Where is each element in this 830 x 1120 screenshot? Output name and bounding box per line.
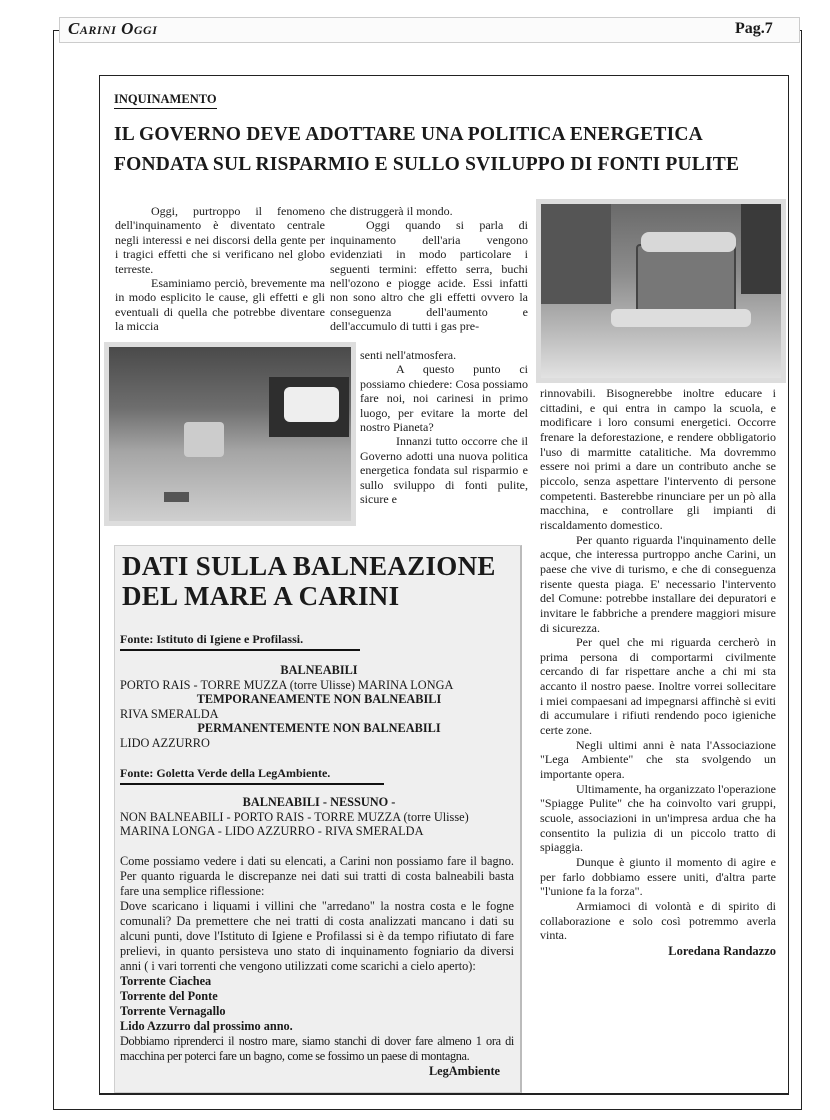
paragraph: che distruggerà il mondo. bbox=[330, 204, 453, 218]
article-column-3 bbox=[540, 386, 776, 959]
masthead: Carini Oggi bbox=[68, 19, 158, 38]
section-label: INQUINAMENTO bbox=[114, 92, 217, 109]
headline-line-1: IL GOVERNO DEVE ADOTTARE UNA POLITICA ENERGETICA bbox=[114, 124, 703, 145]
author: Loredana Randazzo bbox=[668, 943, 776, 958]
paragraph: rinnovabili. Bisognerebbe inoltre educare i cittadini, e qui entra in campo la scuola, e modificare i loro consumi energetici. Occorre frenare la deforestazione, e rendere obbligatorio l'uso di marmitte catalitiche. Ma dovremmo essere noi primi a dare un contributo anche se piccolo, senza aspettare l'intervento di persone competenti. Basterebbe rinunciare per un pò alla macchina, e controllare gli impianti di riscaldamento domestico. bbox=[540, 386, 776, 532]
list-item: PORTO RAIS - TORRE MUZZA (torre Ulisse) MARINA LONGA bbox=[120, 677, 454, 692]
paragraph: Dove scaricano i liquami i villini che "arredano" la nostra costa e le fogne comunali? Da premettere che nei tratti di costa analizzati mancano i dati su alcuni punti, dove l'Istituto di Igiene e Profilassi si è da tempo rifiutato di fare prelievi, in quanto persisteva uno stato di inquinamento fogniario da diversi anni ( i vari torrenti che vengono utilizzati come scarichi a cielo aperto): bbox=[120, 898, 514, 973]
paragraph: Come possiamo vedere i dati su elencati, a Carini non possiamo fare il bagno. Per quanto riguarda le discrepanze nei dati sui tratti di costa balneabili basta fare una semplice riflessione: bbox=[120, 853, 514, 898]
page-number: Pag.7 bbox=[735, 20, 773, 37]
sidebar-signature: LegAmbiente bbox=[428, 1063, 500, 1078]
paragraph: Dunque è giunto il momento di agire e per farlo dobbiamo essere uniti, d'altra parte "l'unione fa la forza". bbox=[540, 855, 776, 899]
sidebar-title-line: DATI SULLA BALNEAZIONE bbox=[122, 551, 496, 581]
paragraph: Per quel che mi riguarda cercherò in prima persona di comportarmi civilmente cercando di far rispettare anche a chi mi sta accanto il nostro paese. Inoltre vorrei sollecitare i miei compaesani ad impegnarsi affinchè si eviti di accumulare i rifiuti rendendo poco igieniche certe zone. bbox=[540, 635, 776, 738]
paragraph: senti nell'atmosfera. bbox=[360, 348, 457, 362]
list-heading: BALNEABILI - NESSUNO - bbox=[242, 795, 396, 809]
paragraph: Per quanto riguarda l'inquinamento delle acque, che interessa purtroppo anche Carini, un paese che vive di turismo, e che di conseguenza risente questa piaga. E' necessario l'intervento del Comune: potrebbe installare dei depuratori e invitare le fabbriche a prendere maggiori misure di sicurezza. bbox=[540, 532, 776, 635]
article-column-1 bbox=[115, 204, 325, 334]
list-heading: BALNEABILI bbox=[280, 663, 358, 677]
paragraph: Oggi quando si parla di inquinamento dell'aria vengono evidenziati in modo particolare i seguenti termini: effetto serra, buchi nell'ozono e piogge acide. Essi infatti non sono altro che gli effetti ovvero la conseguenza dell'aumento e dell'accumulo di tutti i gas pre- bbox=[330, 218, 528, 334]
torrent-item: Lido Azzurro dal prossimo anno. bbox=[120, 1018, 293, 1033]
list-heading: PERMANENTEMENTE NON BALNEABILI bbox=[197, 721, 441, 735]
sidebar-body bbox=[120, 854, 514, 1079]
sidebar-title bbox=[122, 551, 496, 611]
paragraph: Oggi, purtroppo il fenomeno dell'inquinamento è diventato centrale negli interessi e nei discorsi della gente per i tragici effetti che si verificano nel globo terreste. bbox=[115, 204, 325, 276]
headline-line-2: FONDATA SUL RISPARMIO E SULLO SVILUPPO DI FONTI PULITE bbox=[114, 154, 740, 175]
paragraph: Negli ultimi anni è nata l'Associazione "Lega Ambiente" che sta svolgendo un importante opera. bbox=[540, 737, 776, 782]
source-1: Fonte: Istituto di Igiene e Profilassi. bbox=[120, 632, 360, 651]
paragraph: Dobbiamo riprenderci il nostro mare, siamo stanchi di dover fare almeno 1 ora di macchina per poterci fare un bagno, come se fossimo un paese di montagna. bbox=[120, 1033, 514, 1063]
torrent-item: Torrente Vernagallo bbox=[120, 1003, 226, 1018]
paragraph: Ultimamente, ha organizzato l'operazione "Spiagge Pulite" che ha coinvolto vari gruppi, scuole, associazioni in un'impresa ardua che ha consentito la pulizia di un piccolo tratto di spiaggia. bbox=[540, 781, 776, 855]
list-item: NON BALNEABILI - PORTO RAIS - TORRE MUZZA (torre Ulisse) bbox=[120, 809, 469, 824]
article-column-2 bbox=[330, 204, 528, 334]
torrent-item: Torrente Ciachea bbox=[120, 973, 212, 988]
paragraph: Esaminiamo perciò, brevemente ma in modo esplicito le cause, gli effetti e gli eventuali di quella che potrebbe diventare la miccia bbox=[115, 276, 325, 334]
sidebar-content bbox=[120, 630, 518, 1079]
paragraph: Innanzi tutto occorre che il Governo adotti una nuova politica energetica fondata sul risparmio e sullo sviluppo di fonti pulite, sicure e bbox=[360, 434, 528, 507]
list-item: RIVA SMERALDA bbox=[120, 706, 219, 721]
list-item: MARINA LONGA - LIDO AZZURRO - RIVA SMERALDA bbox=[120, 824, 424, 838]
paragraph: A questo punto ci possiamo chiedere: Cosa possiamo fare noi, noi carinesi in primo luogo, per evitare la morte del nostro Pianeta? bbox=[360, 362, 528, 435]
photo-street-car bbox=[104, 342, 356, 526]
page-header bbox=[59, 17, 800, 43]
article-column-2-narrow bbox=[360, 348, 528, 506]
photo-garbage-bins bbox=[536, 199, 786, 383]
list-heading: TEMPORANEAMENTE NON BALNEABILI bbox=[196, 692, 442, 706]
list-item: LIDO AZZURRO bbox=[120, 735, 210, 750]
paragraph: Armiamoci di volontà e di spirito di collaborazione e solo così potremmo averla vinta. bbox=[540, 898, 776, 943]
source-2: Fonte: Goletta Verde della LegAmbiente. bbox=[120, 766, 384, 785]
sidebar-title-line: DEL MARE A CARINI bbox=[122, 581, 400, 611]
torrent-item: Torrente del Ponte bbox=[120, 988, 218, 1003]
